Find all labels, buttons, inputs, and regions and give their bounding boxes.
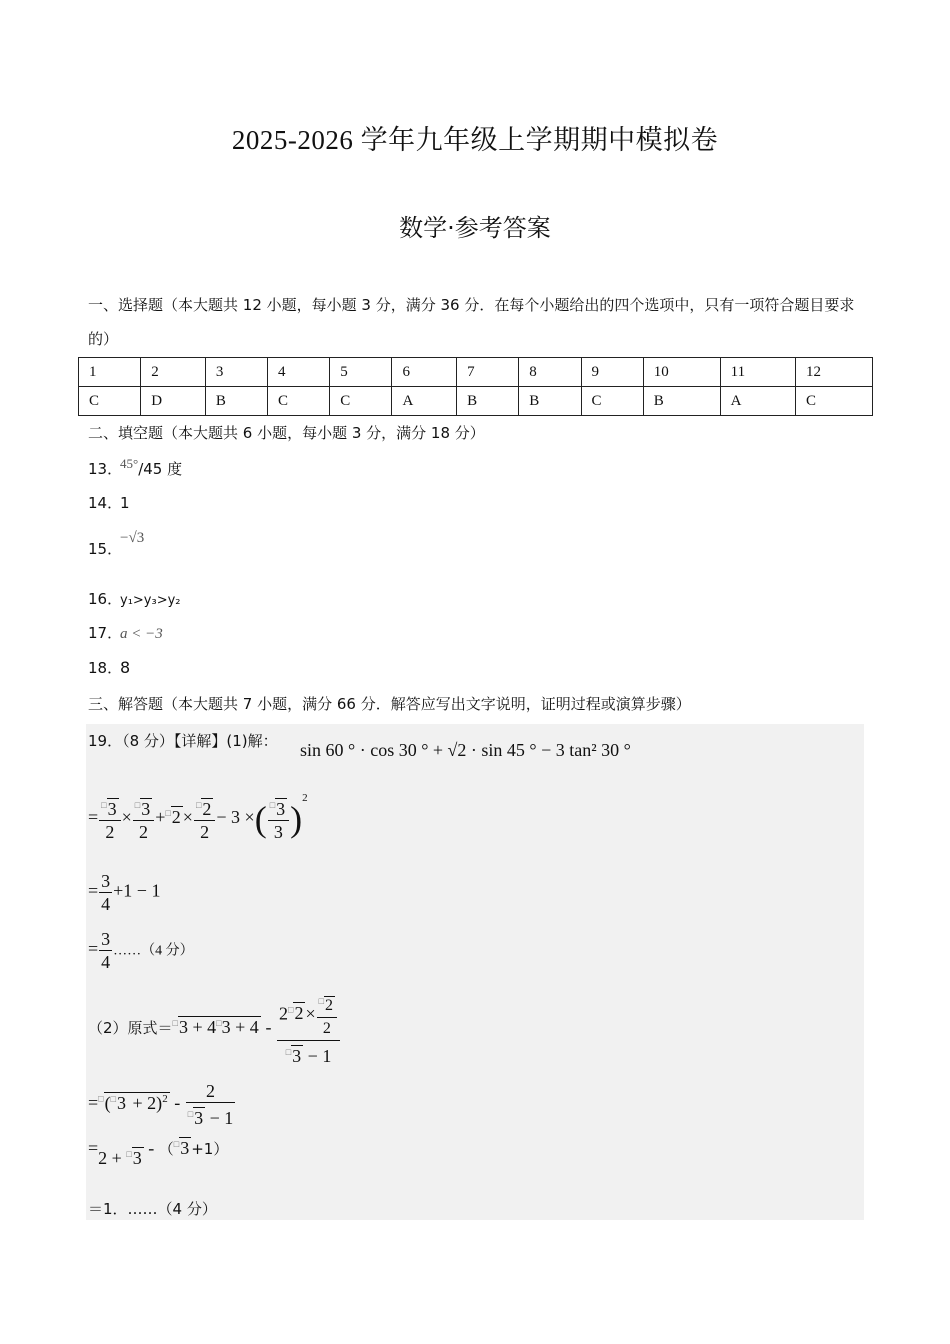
table-cell-number: 5 [330, 358, 392, 387]
item-number: 13． [88, 460, 123, 478]
table-row-numbers [79, 358, 873, 387]
table-cell-number: 3 [205, 358, 267, 387]
paren-open: （ [158, 1140, 174, 1158]
q19-step-3: = $\frac{3}{4}$ ……（4 分） [88, 929, 194, 972]
table-cell-answer: D [141, 387, 206, 416]
q19-lead: 19．（8 分）【详解】(1)解： [88, 732, 278, 750]
q19-step-2-tail: +1 − 1 [113, 880, 161, 901]
solution-19 [86, 724, 864, 1220]
answer-table [78, 357, 873, 416]
table-cell-answer: C [581, 387, 643, 416]
fill-item-13 [88, 456, 182, 479]
table-cell-answer: A [720, 387, 795, 416]
item-number: 18． [88, 659, 123, 677]
q19-expression: sin 60 ° · cos 30 ° + √2 · sin 45 ° − 3 tan² 30 ° [300, 740, 631, 760]
item-text: y₁>y₃>y₂ [120, 593, 181, 608]
table-cell-number: 2 [141, 358, 206, 387]
table-cell-number: 6 [392, 358, 457, 387]
section-1-heading: 一、选择题（本大题共 12 小题，每小题 3 分，满分 36 分．在每个小题给出的四个选项中，只有一项符合题目要求的） [88, 296, 855, 348]
paren-close: +1） [191, 1140, 229, 1158]
table-cell-answer: B [457, 387, 519, 416]
item-text: 8 [120, 658, 131, 677]
item-math: 45° [120, 456, 139, 471]
section-3-heading: 三、解答题（本大题共 7 小题，满分 66 分．解答应写出文字说明，证明过程或演算步骤） [88, 695, 691, 713]
table-cell-answer: B [643, 387, 720, 416]
item-number: 16． [88, 590, 123, 608]
q19-part2-step-1: $=^□(^□3 + 2)^2$ - $\frac{2}{^□3 - 1}$ [88, 1081, 234, 1128]
fill-item-18 [88, 657, 130, 678]
page-title: 2025-2026 学年九年级上学期期中模拟卷 [231, 125, 719, 155]
table-cell-number: 1 [79, 358, 141, 387]
item-text: /45 度 [138, 460, 183, 478]
q19-part1-score: ……（4 分） [113, 943, 194, 959]
table-cell-answer: A [392, 387, 457, 416]
table-cell-answer: C [268, 387, 330, 416]
table-cell-number: 7 [457, 358, 519, 387]
table-cell-number: 12 [795, 358, 872, 387]
q19-part2: （2）原式＝□3 + 4□3 + 4 - 2□2 × $\frac{^□2}{2}$ □3 − 1 [88, 990, 341, 1067]
table-cell-answer: C [795, 387, 872, 416]
q19-final: ＝1．……（4 分） [88, 1200, 217, 1218]
item-math: a < −3 [120, 626, 163, 642]
q19-step-2: = $\frac{3}{4}$ +1 − 1 [88, 871, 161, 914]
fill-item-16 [88, 588, 181, 609]
fill-item-14 [88, 492, 130, 513]
section-2-heading: 二、填空题（本大题共 6 小题，每小题 3 分，满分 18 分） [88, 424, 485, 442]
page-subtitle: 数学·参考答案 [399, 214, 551, 242]
item-text: 1 [120, 494, 130, 512]
q19-part2-label: （2）原式＝ [88, 1019, 173, 1038]
table-row-answers [79, 387, 873, 416]
q19-step-1: = $\frac{^□3}{2}$ × $\frac{^□3}{2}$ +□2 × $\frac{^□2}{2}$ − 3 ×( $\frac{^□3}{3}$ )$^2$ [88, 792, 308, 843]
table-cell-answer: B [205, 387, 267, 416]
table-cell-number: 4 [268, 358, 330, 387]
item-number: 14． [88, 494, 123, 512]
table-cell-answer: C [330, 387, 392, 416]
item-number: 15． [88, 540, 123, 558]
item-math: −√3 [120, 530, 145, 546]
q19-part2-step-2: =2 + □3 - （□3 +1） [88, 1138, 229, 1168]
table-cell-number: 10 [643, 358, 720, 387]
table-cell-answer: B [519, 387, 581, 416]
item-number: 17． [88, 624, 123, 642]
table-cell-number: 8 [519, 358, 581, 387]
table-cell-number: 11 [720, 358, 795, 387]
table-cell-answer: C [79, 387, 141, 416]
fill-item-17 [88, 622, 163, 643]
fill-item-15 [88, 528, 144, 559]
table-cell-number: 9 [581, 358, 643, 387]
